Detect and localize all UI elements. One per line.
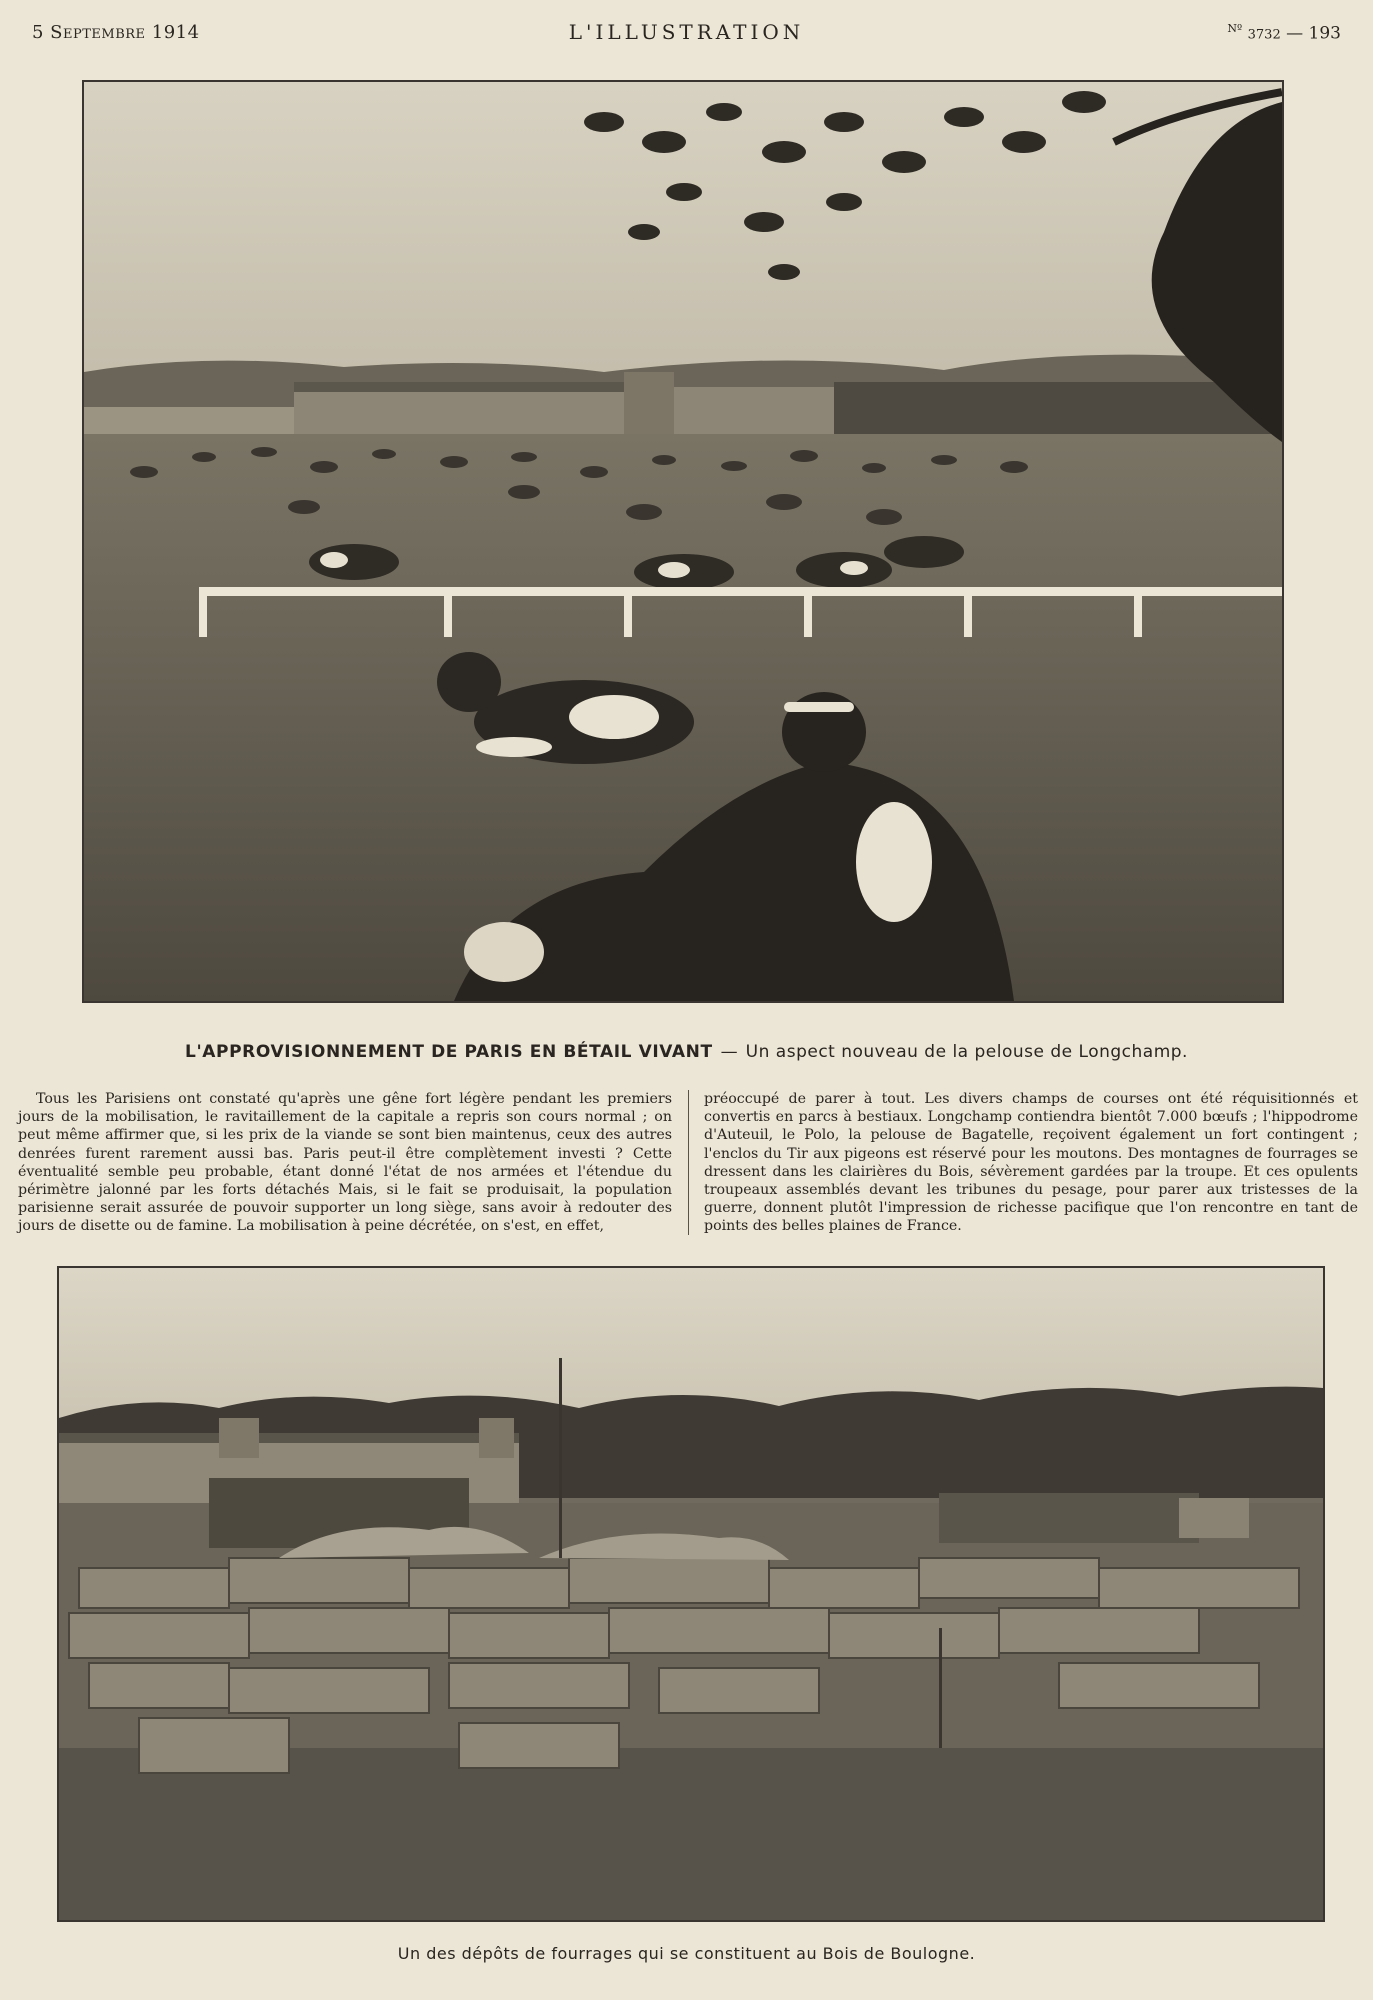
running-head <box>32 18 1341 48</box>
page-number: — 193 <box>1286 23 1341 44</box>
photo-cattle-longchamp <box>82 80 1284 1003</box>
issue-date: 5 Septembre 1914 <box>32 22 200 43</box>
photo-cattle-longchamp-image <box>84 82 1282 1001</box>
article-column-left: Tous les Parisiens ont constaté qu'après une gêne fort légère pendant les premiers jours de la mobilisation, le ravitaillement de la capitale a repris son cours normal ; on peut même affirmer que, si les prix de la viande se sont bien maintenus, ceux des autres denrées furent rarement aussi bas. Paris peut-il être complètement investi ? Cette éventualité semble peu probable, étant donné l'état de nos armées et l'étendue du périmètre jalonné par les forts détachés Mais, si le fait se produisait, la population parisienne serait assurée de pouvoir supporter un long siège, sans avoir à redouter des jours de disette ou de famine. La mobilisation à peine décrétée, on s'est, en effet, <box>18 1091 672 1235</box>
photo-fodder-depot-image <box>59 1268 1323 1920</box>
publication-title: L'ILLUSTRATION <box>568 20 805 44</box>
caption-top-text: Un aspect nouveau de la pelouse de Longchamp. <box>745 1042 1188 1062</box>
caption-top-title: L'APPROVISIONNEMENT DE PARIS EN BÉTAIL VIVANT <box>185 1042 713 1062</box>
photo-fodder-depot <box>57 1266 1325 1922</box>
caption-top-separator: — <box>720 1042 738 1062</box>
article-column-right: préoccupé de parer à tout. Les divers champs de courses ont été réquisitionnés et convertis en parcs à bestiaux. Longchamp contiendra bientôt 7.000 bœufs ; l'hippodrome d'Auteuil, le Polo, la pelouse de Bagatelle, reçoivent également un fort contingent ; l'enclos du Tir aux pigeons est réservé pour les moutons. Des montagnes de fourrages se dressent dans les clairières du Bois, sévèrement gardées par la troupe. Et ces opulents troupeaux assemblés devant les tribunes du pesage, pour parer aux tristesses de la guerre, donnent plutôt l'impression de richesse pacifique que l'on rencontre en tant de points des belles plaines de France. <box>704 1091 1358 1235</box>
article-body <box>18 1090 1358 1235</box>
caption-bottom-photo: Un des dépôts de fourrages qui se constituent au Bois de Boulogne. <box>397 1944 976 1963</box>
issue-prefix: Nº <box>1227 22 1243 35</box>
issue-and-page <box>1227 22 1341 44</box>
caption-top-photo <box>0 1042 1373 1062</box>
column-divider <box>688 1090 689 1235</box>
issue-number: 3732 <box>1247 27 1281 43</box>
